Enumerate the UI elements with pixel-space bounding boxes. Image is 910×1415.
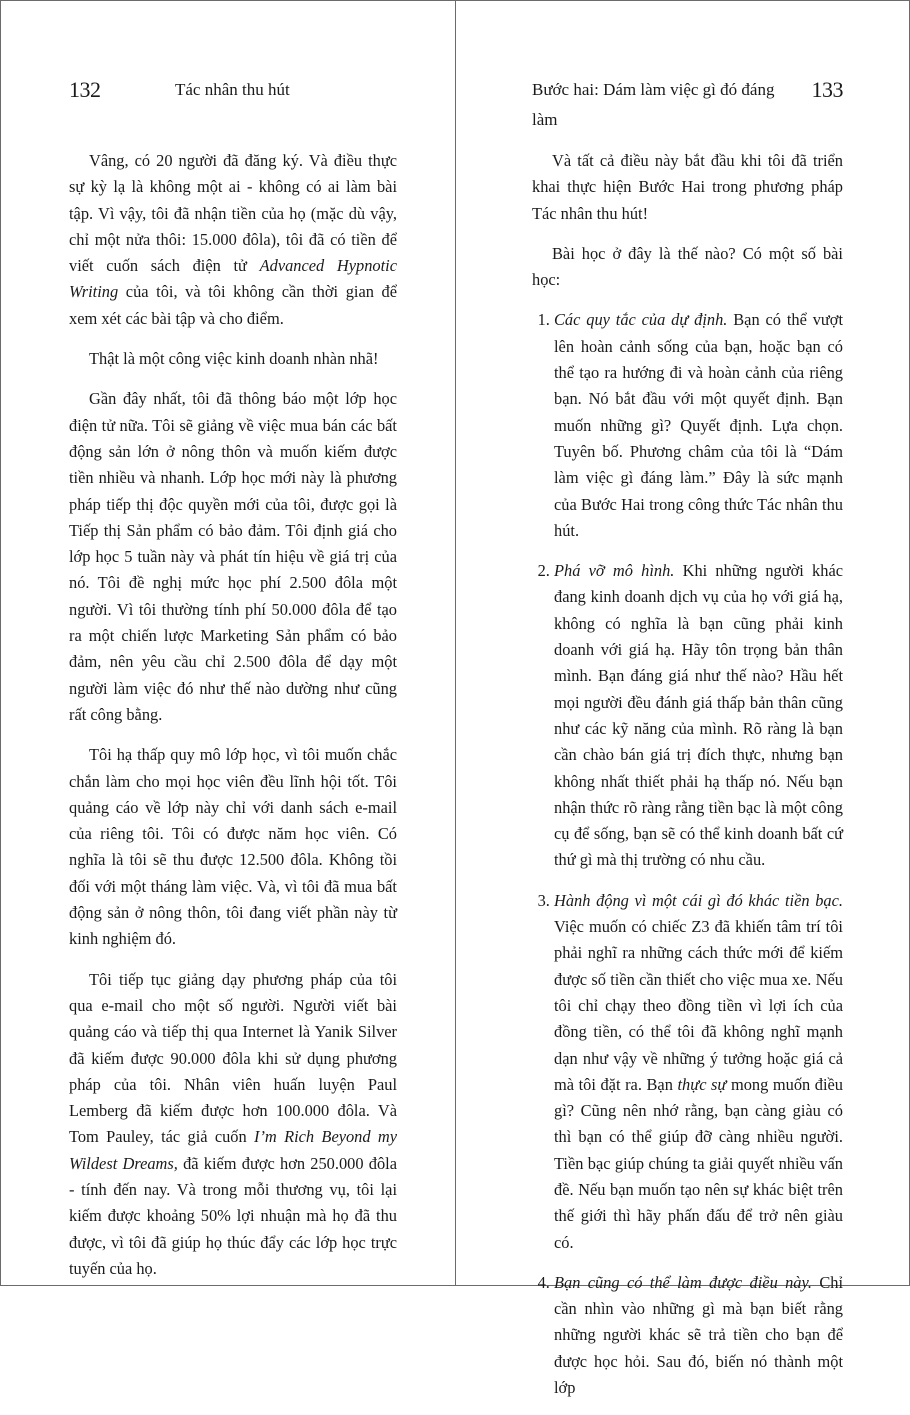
list-item: 3. Hành động vì một cái gì đó khác tiền bạc. Việc muốn có chiếc Z3 đã khiến tâm trí tôi phải nghĩ ra những cách thức mới để kiếm được số tiền cần thiết cho việc mua xe. Nếu tôi chỉ chạy theo đồng tiền vì lợi ích của đồng tiền, có thể tôi đã không nghĩ mạnh dạn như vậy về những ý tưởng hoặc giá cả mà tôi đặt ra. Bạn thực sự mong muốn điều gì? Cũng nên nhớ rằng, bạn càng giàu có thì bạn có thể giúp đỡ càng nhiều người. Tiền bạc giúp chúng ta giải quyết nhiều vấn đề. Nếu bạn muốn tạo nên sự khác biệt trên thế giới thì hãy phấn đấu để trở nên giàu có. — [554, 888, 843, 1256]
list-item: 1. Các quy tắc của dự định. Bạn có thể vượt lên hoàn cảnh sống của bạn, hoặc bạn có thể tạo ra hướng đi và hoàn cảnh của riêng bạn. Nó bắt đầu với một quyết định. Bạn muốn những gì? Quyết định. Lựa chọn. Tuyên bố. Phương châm của tôi là “Dám làm việc gì đáng làm.” Đây là sức mạnh của Bước Hai trong công thức Tác nhân thu hút. — [554, 307, 843, 544]
left-running-head — [69, 75, 397, 105]
paragraph: Tôi tiếp tục giảng dạy phương pháp của tôi qua e-mail cho một số người. Người viết bài quảng cáo và tiếp thị qua Internet là Yanik Silver đã kiếm được 90.000 đôla khi sử dụng phương pháp của tôi. Nhân viên huấn luyện Paul Lemberg đã kiếm được hơn 100.000 đôla. Và Tom Pauley, tác giả cuốn I’m Rich Beyond my Wildest Dreams, đã kiếm được hơn 250.000 đôla - tính đến nay. Và trong mỗi thương vụ, tôi lại kiếm được khoảng 50% lợi nhuận mà họ đã thu được, vì tôi đã giúp họ thúc đẩy các lớp học trực tuyến của họ. — [69, 969, 398, 1278]
paragraph: Vâng, có 20 người đã đăng ký. Và điều thực sự kỳ lạ là không một ai - không có ai làm bài tập. Vì vậy, tôi đã nhận tiền của họ (mặc dù vậy, chỉ một nửa thôi: 15.000 đôla), tôi đã có tiền để viết cuốn sách điện tử Advanced Hypnotic Writing của tôi, và tôi không cần thời gian để xem xét các bài tập và cho điểm. — [69, 151, 398, 328]
right-running-head — [532, 75, 843, 129]
paragraph: Gần đây nhất, tôi đã thông báo một lớp học điện tử nữa. Tôi sẽ giảng về việc mua bán các bất động sản lớn ở nông thôn và muốn kiếm được tiền nhiều và nhanh. Lớp học mới này là phương pháp tiếp thị độc quyền mới của tôi, được gọi là Tiếp thị Sản phẩm có bảo đảm. Tôi định giá cho lớp học 5 tuần này và phát tín hiệu về giá trị của nó. Tôi đề nghị mức học phí 2.500 đôla một người. Vì tôi thường tính phí 50.000 đôla để tạo ra một chiến lược Marketing Sản phẩm có bảo đảm, nên yêu cầu chỉ 2.500 đôla để dạy một người làm việc đó như thế nào dường như cũng rất công bằng. — [69, 389, 397, 724]
running-head-title: Bước hai: Dám làm việc gì đó đáng làm — [532, 80, 775, 129]
lessons-list — [532, 307, 843, 1401]
page-number: 132 — [69, 77, 101, 102]
list-item: 4. Bạn cũng có thể làm được điều này. Chỉ cần nhìn vào những gì mà bạn biết rằng những người khác sẽ trả tiền cho bạn để được học hỏi. Sau đó, biến nó thành một lớp — [554, 1270, 843, 1401]
right-page — [456, 1, 909, 1398]
paragraph: Tôi hạ thấp quy mô lớp học, vì tôi muốn chắc chắn làm cho mọi học viên đều lĩnh hội tốt. Tôi quảng cáo về lớp này chỉ với danh sách e-mail của riêng tôi. Tôi có được năm học viên. Có nghĩa là tôi sẽ thu được 12.500 đôla. Không tồi đối với một tháng làm việc. Và, vì tôi đã mua bất động sản ở nông thôn, tôi đang viết phần này từ kinh nghiệm đó. — [69, 745, 397, 949]
right-body-text — [532, 148, 843, 1415]
paragraph: Bài học ở đây là thế nào? Có một số bài học: — [532, 243, 843, 290]
book-title: Advanced Hypnotic Writing — [69, 256, 398, 302]
list-item: 2. Phá vỡ mô hình. Khi những người khác đang kinh doanh dịch vụ của họ với giá hạ, không có nghĩa là bạn cũng phải kinh doanh với giá hạ. Hãy tôn trọng bản thân mình. Bạn đáng giá như thế nào? Hầu hết mọi người đều đánh giá thấp bản thân cũng như các kỹ năng của mình. Rõ ràng là bạn cần chào bán giá trị đích thực, nhưng bạn không nhất thiết phải hạ thấp nó. Nếu bạn nhận thức rõ ràng rằng tiền bạc là một công cụ để sống, bạn sẽ có thể kinh doanh bất cứ thứ gì mà thị trường có nhu cầu. — [554, 558, 843, 874]
left-body-text — [69, 148, 397, 1296]
page-number: 133 — [811, 77, 843, 102]
lesson-title: Các quy tắc của dự định. — [554, 310, 728, 330]
lesson-title: Hành động vì một cái gì đó khác tiền bạc. — [554, 890, 843, 910]
paragraph: Và tất cả điều này bắt đầu khi tôi đã triển khai thực hiện Bước Hai trong phương pháp Tác nhân thu hút! — [532, 151, 843, 223]
paragraph: Thật là một công việc kinh doanh nhàn nhã! — [89, 349, 379, 369]
lesson-title: Bạn cũng có thể làm được điều này. — [554, 1272, 812, 1292]
lesson-title: Phá vỡ mô hình. — [554, 561, 675, 581]
emphasis: thực sự — [677, 1074, 727, 1094]
left-page — [1, 1, 455, 1285]
book-title: I’m Rich Beyond my Wildest Dreams, — [69, 1127, 398, 1173]
running-head-title: Tác nhân thu hút — [175, 80, 290, 99]
